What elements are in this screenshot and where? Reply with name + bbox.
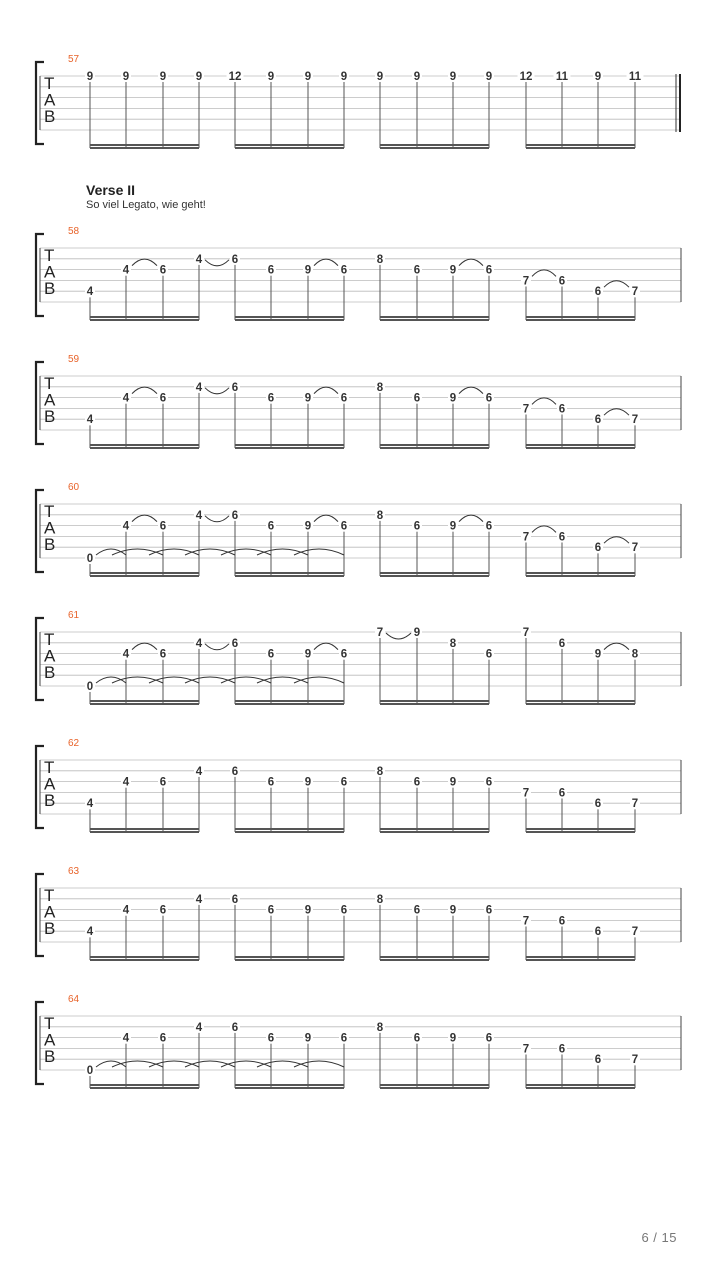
fret-number: 4 bbox=[122, 264, 130, 277]
fret-number: 6 bbox=[485, 520, 493, 533]
fret-number: 6 bbox=[159, 264, 167, 277]
fret-number: 7 bbox=[631, 1054, 639, 1067]
fret-number: 7 bbox=[522, 787, 530, 800]
fret-number: 6 bbox=[231, 253, 239, 266]
fret-number: 4 bbox=[195, 893, 203, 906]
fret-number: 6 bbox=[340, 648, 348, 661]
open-string-tie bbox=[294, 677, 344, 683]
tab-clef-letter: B bbox=[44, 279, 56, 298]
fret-number: 4 bbox=[86, 286, 94, 299]
fret-number: 6 bbox=[594, 1054, 602, 1067]
fret-number: 7 bbox=[522, 531, 530, 544]
measure-number: 61 bbox=[68, 610, 80, 621]
fret-number: 6 bbox=[413, 392, 421, 405]
legato-slur bbox=[314, 387, 338, 394]
fret-number: 9 bbox=[159, 71, 167, 83]
fret-number: 7 bbox=[631, 926, 639, 939]
legato-slur bbox=[132, 387, 157, 394]
fret-number: 6 bbox=[267, 264, 275, 277]
fret-number: 6 bbox=[340, 392, 348, 405]
measure-number: 64 bbox=[68, 994, 80, 1005]
fret-number: 6 bbox=[231, 509, 239, 522]
tab-clef-letter: A bbox=[44, 262, 56, 282]
fret-number: 6 bbox=[413, 904, 421, 917]
legato-slur bbox=[205, 388, 229, 394]
fret-number: 7 bbox=[631, 542, 639, 555]
fret-number: 9 bbox=[413, 627, 421, 639]
tab-clef-letter: A bbox=[44, 390, 56, 410]
fret-number: 6 bbox=[267, 392, 275, 405]
fret-number: 9 bbox=[304, 392, 312, 405]
fret-number: 6 bbox=[267, 520, 275, 533]
fret-number: 9 bbox=[195, 71, 203, 83]
fret-number: 6 bbox=[231, 765, 239, 778]
fret-number: 4 bbox=[122, 1032, 130, 1045]
fret-number: 9 bbox=[413, 71, 421, 83]
tab-clef-letter: T bbox=[44, 374, 55, 393]
measure-number: 60 bbox=[68, 482, 80, 493]
tab-clef-letter: T bbox=[44, 1014, 55, 1033]
fret-number: 9 bbox=[304, 71, 312, 83]
fret-number: 9 bbox=[304, 264, 312, 277]
legato-slur bbox=[205, 260, 229, 266]
fret-number: 6 bbox=[485, 392, 493, 405]
legato-slur bbox=[314, 515, 338, 522]
fret-number: 9 bbox=[304, 520, 312, 533]
fret-number: 6 bbox=[267, 1032, 275, 1045]
fret-number: 7 bbox=[522, 1043, 530, 1056]
tab-clef-letter: A bbox=[44, 902, 56, 922]
fret-number: 6 bbox=[594, 926, 602, 939]
fret-number: 4 bbox=[195, 1021, 203, 1034]
legato-slur bbox=[459, 515, 483, 522]
fret-number: 8 bbox=[631, 648, 639, 661]
fret-number: 6 bbox=[485, 904, 493, 917]
open-string-tie bbox=[294, 1061, 344, 1067]
tab-clef-letter: T bbox=[44, 630, 55, 649]
tab-clef-letter: B bbox=[44, 535, 56, 554]
open-string-tie bbox=[96, 1061, 126, 1067]
measure-number: 59 bbox=[68, 354, 80, 365]
fret-number: 6 bbox=[485, 776, 493, 789]
tab-clef-letter: B bbox=[44, 107, 56, 126]
legato-slur bbox=[459, 259, 483, 266]
tab-clef-letter: B bbox=[44, 663, 56, 682]
tab-clef-letter: A bbox=[44, 1030, 56, 1050]
tab-clef-letter: B bbox=[44, 407, 56, 426]
legato-slur bbox=[604, 409, 629, 416]
fret-number: 6 bbox=[340, 776, 348, 789]
fret-number: 0 bbox=[86, 1065, 94, 1077]
fret-number: 9 bbox=[267, 71, 275, 83]
tab-clef-letter: T bbox=[44, 74, 55, 93]
fret-number: 6 bbox=[231, 381, 239, 394]
fret-number: 4 bbox=[195, 509, 203, 522]
open-string-tie bbox=[294, 549, 344, 555]
fret-number: 9 bbox=[304, 648, 312, 661]
legato-slur bbox=[532, 398, 556, 405]
fret-number: 0 bbox=[86, 553, 94, 565]
fret-number: 9 bbox=[594, 648, 602, 661]
tab-clef-letter: A bbox=[44, 518, 56, 538]
fret-number: 6 bbox=[558, 787, 566, 800]
fret-number: 9 bbox=[449, 264, 457, 277]
fret-number: 7 bbox=[522, 915, 530, 928]
fret-number: 9 bbox=[340, 71, 348, 83]
fret-number: 4 bbox=[195, 637, 203, 650]
fret-number: 6 bbox=[159, 648, 167, 661]
legato-slur bbox=[604, 643, 629, 650]
legato-slur bbox=[604, 281, 629, 288]
page-indicator: 6 / 15 bbox=[641, 1230, 677, 1245]
legato-slur bbox=[314, 643, 338, 650]
fret-number: 6 bbox=[159, 392, 167, 405]
fret-number: 8 bbox=[376, 381, 384, 394]
fret-number: 4 bbox=[122, 520, 130, 533]
fret-number: 6 bbox=[267, 648, 275, 661]
fret-number: 6 bbox=[558, 403, 566, 416]
fret-number: 6 bbox=[413, 776, 421, 789]
fret-number: 0 bbox=[86, 681, 94, 693]
fret-number: 6 bbox=[594, 798, 602, 811]
fret-number: 6 bbox=[231, 637, 239, 650]
fret-number: 8 bbox=[376, 509, 384, 522]
legato-slur bbox=[604, 537, 629, 544]
legato-slur bbox=[314, 259, 338, 266]
fret-number: 9 bbox=[376, 71, 384, 83]
open-string-tie bbox=[96, 549, 126, 555]
tab-clef-letter: T bbox=[44, 886, 55, 905]
legato-slur bbox=[459, 387, 483, 394]
fret-number: 4 bbox=[86, 798, 94, 811]
fret-number: 6 bbox=[594, 414, 602, 427]
fret-number: 4 bbox=[195, 381, 203, 394]
fret-number: 9 bbox=[86, 71, 94, 83]
fret-number: 12 bbox=[519, 71, 533, 83]
fret-number: 11 bbox=[555, 71, 569, 83]
fret-number: 12 bbox=[228, 71, 242, 83]
section-title: Verse II bbox=[86, 182, 136, 198]
fret-number: 8 bbox=[449, 637, 457, 650]
fret-number: 6 bbox=[485, 1032, 493, 1045]
fret-number: 9 bbox=[449, 904, 457, 917]
section-instruction: So viel Legato, wie geht! bbox=[86, 199, 206, 211]
fret-number: 8 bbox=[376, 1021, 384, 1034]
fret-number: 6 bbox=[159, 776, 167, 789]
fret-number: 6 bbox=[413, 1032, 421, 1045]
fret-number: 8 bbox=[376, 893, 384, 906]
tab-clef-letter: A bbox=[44, 90, 56, 110]
legato-slur bbox=[132, 259, 157, 266]
fret-number: 9 bbox=[449, 1032, 457, 1045]
fret-number: 9 bbox=[449, 776, 457, 789]
fret-number: 11 bbox=[628, 71, 642, 83]
fret-number: 6 bbox=[159, 1032, 167, 1045]
fret-number: 9 bbox=[304, 1032, 312, 1045]
fret-number: 9 bbox=[449, 520, 457, 533]
fret-number: 6 bbox=[231, 893, 239, 906]
fret-number: 6 bbox=[159, 904, 167, 917]
fret-number: 7 bbox=[376, 627, 384, 639]
measure-number: 62 bbox=[68, 738, 80, 749]
fret-number: 6 bbox=[159, 520, 167, 533]
tab-clef-letter: A bbox=[44, 774, 56, 794]
tab-clef-letter: T bbox=[44, 246, 55, 265]
legato-slur bbox=[386, 633, 411, 639]
fret-number: 8 bbox=[376, 765, 384, 778]
fret-number: 6 bbox=[485, 264, 493, 277]
tab-clef-letter: A bbox=[44, 646, 56, 666]
fret-number: 6 bbox=[558, 915, 566, 928]
fret-number: 6 bbox=[340, 520, 348, 533]
fret-number: 9 bbox=[594, 71, 602, 83]
fret-number: 6 bbox=[558, 637, 566, 650]
fret-number: 9 bbox=[122, 71, 130, 83]
fret-number: 8 bbox=[376, 253, 384, 266]
fret-number: 6 bbox=[558, 1043, 566, 1056]
fret-number: 9 bbox=[485, 71, 493, 83]
fret-number: 7 bbox=[522, 275, 530, 288]
legato-slur bbox=[132, 643, 157, 650]
fret-number: 7 bbox=[631, 414, 639, 427]
fret-number: 6 bbox=[231, 1021, 239, 1034]
fret-number: 6 bbox=[594, 286, 602, 299]
fret-number: 4 bbox=[122, 648, 130, 661]
fret-number: 6 bbox=[340, 264, 348, 277]
fret-number: 4 bbox=[86, 926, 94, 939]
fret-number: 9 bbox=[304, 776, 312, 789]
tab-clef-letter: B bbox=[44, 919, 56, 938]
measure-number: 57 bbox=[68, 54, 80, 65]
fret-number: 4 bbox=[122, 904, 130, 917]
tab-clef-letter: B bbox=[44, 791, 56, 810]
fret-number: 4 bbox=[195, 765, 203, 778]
fret-number: 7 bbox=[522, 403, 530, 416]
fret-number: 6 bbox=[340, 1032, 348, 1045]
fret-number: 4 bbox=[86, 414, 94, 427]
fret-number: 7 bbox=[631, 286, 639, 299]
fret-number: 7 bbox=[631, 798, 639, 811]
fret-number: 6 bbox=[340, 904, 348, 917]
fret-number: 4 bbox=[122, 776, 130, 789]
legato-slur bbox=[532, 526, 556, 533]
tab-clef-letter: B bbox=[44, 1047, 56, 1066]
fret-number: 6 bbox=[413, 520, 421, 533]
fret-number: 6 bbox=[267, 776, 275, 789]
measure-number: 63 bbox=[68, 866, 80, 877]
legato-slur bbox=[132, 515, 157, 522]
fret-number: 6 bbox=[267, 904, 275, 917]
fret-number: 4 bbox=[122, 392, 130, 405]
fret-number: 9 bbox=[304, 904, 312, 917]
fret-number: 6 bbox=[558, 275, 566, 288]
tab-clef-letter: T bbox=[44, 502, 55, 521]
fret-number: 6 bbox=[594, 542, 602, 555]
measure-number: 58 bbox=[68, 226, 80, 237]
legato-slur bbox=[532, 270, 556, 277]
fret-number: 4 bbox=[195, 253, 203, 266]
fret-number: 6 bbox=[485, 648, 493, 661]
legato-slur bbox=[205, 516, 229, 522]
open-string-tie bbox=[96, 677, 126, 683]
fret-number: 9 bbox=[449, 71, 457, 83]
fret-number: 7 bbox=[522, 627, 530, 639]
fret-number: 9 bbox=[449, 392, 457, 405]
fret-number: 6 bbox=[413, 264, 421, 277]
legato-slur bbox=[205, 644, 229, 650]
fret-number: 6 bbox=[558, 531, 566, 544]
tab-clef-letter: T bbox=[44, 758, 55, 777]
